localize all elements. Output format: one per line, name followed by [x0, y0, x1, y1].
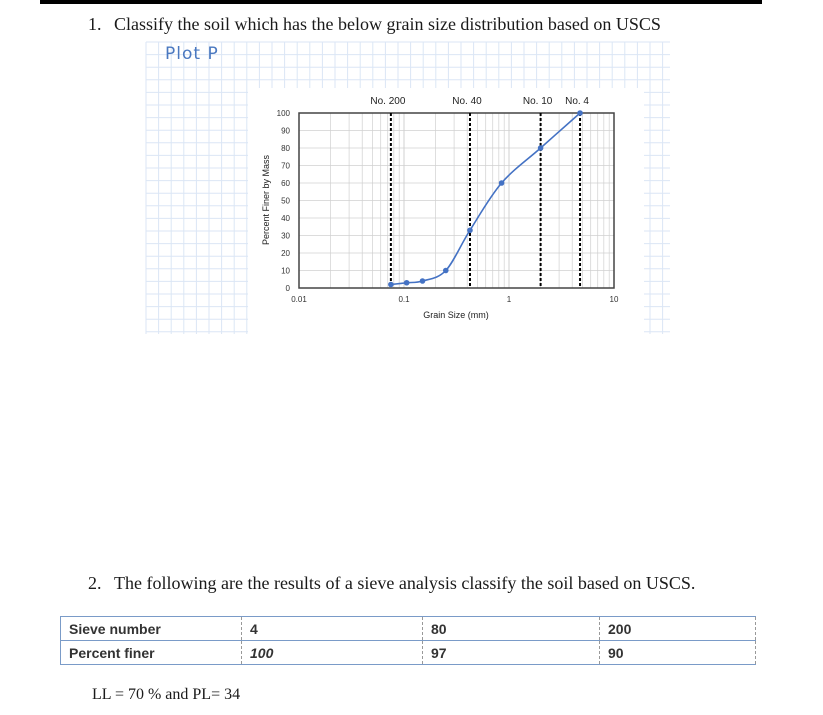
x-tick-label: 0.01 [291, 295, 307, 304]
question-1-text: Classify the soil which has the below grain size distribution based on USCS [114, 14, 661, 34]
table-cell: 90 [600, 641, 756, 665]
handwritten-note: Plot P [165, 44, 219, 64]
table-cell: 80 [423, 617, 600, 641]
sieve-label: No. 10 [522, 96, 553, 107]
y-tick-label: 40 [281, 214, 290, 223]
sieve-table [60, 616, 756, 665]
x-tick-label: 0.1 [398, 295, 410, 304]
table-row [61, 641, 756, 665]
data-point [388, 282, 394, 288]
y-tick-label: 100 [276, 109, 290, 118]
y-tick-label: 30 [281, 231, 290, 241]
data-point [499, 180, 505, 186]
chart-area-background [248, 88, 644, 334]
data-point [538, 145, 544, 151]
y-tick-label: 60 [281, 179, 290, 188]
sieve-label: No. 4 [565, 96, 590, 107]
row-label-sieve-number: Sieve number [61, 617, 242, 641]
y-tick-label: 20 [281, 249, 290, 258]
x-tick-label: 10 [609, 295, 619, 304]
table-cell: 97 [423, 641, 600, 665]
question-2-text: The following are the results of a sieve analysis classify the soil based on USCS. [114, 573, 696, 593]
sieve-label: No. 200 [370, 96, 406, 107]
table-cell: 200 [600, 617, 756, 641]
question-2 [88, 573, 695, 594]
data-point [420, 278, 426, 284]
y-tick-label: 70 [281, 161, 290, 171]
y-tick-label: 0 [285, 284, 290, 293]
y-tick-label: 90 [281, 126, 290, 136]
row-label-percent-finer: Percent finer [61, 641, 242, 665]
y-tick-label: 80 [281, 144, 290, 153]
atterberg-limits: LL = 70 % and PL= 34 [92, 686, 241, 703]
table-cell: 100 [242, 641, 423, 665]
sieve-label: No. 40 [452, 96, 482, 107]
y-tick-label: 50 [281, 196, 290, 206]
y-axis-label: Percent Finer by Mass [261, 154, 271, 246]
table-row [61, 617, 756, 641]
table-cell: 4 [242, 617, 423, 641]
y-tick-label: 10 [281, 266, 290, 276]
question-1-number: 1. [88, 14, 102, 34]
data-point [404, 280, 410, 286]
x-axis-label: Grain Size (mm) [423, 310, 489, 320]
question-2-number: 2. [88, 573, 102, 593]
data-point [467, 227, 473, 233]
x-tick-label: 1 [506, 295, 512, 304]
data-point [443, 268, 449, 274]
data-point [577, 110, 583, 116]
